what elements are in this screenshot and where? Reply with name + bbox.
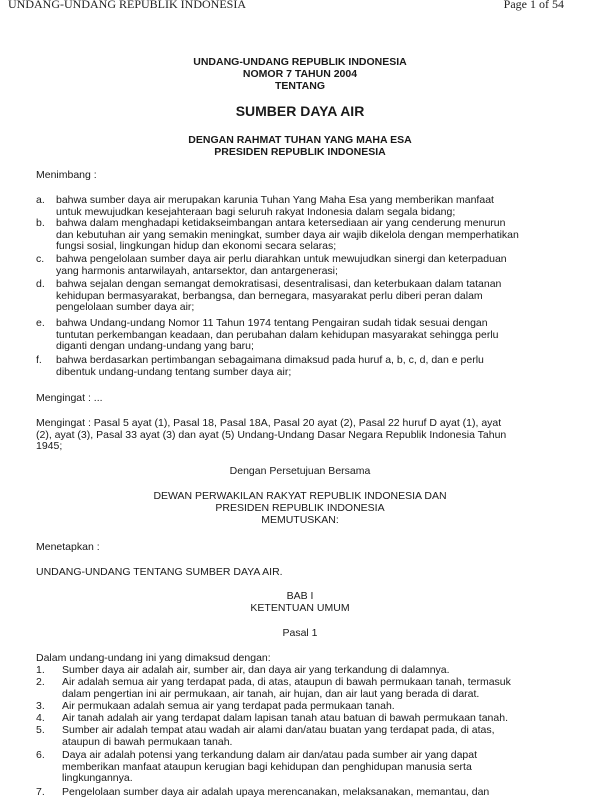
mengingat-line: 1945;	[36, 440, 63, 452]
item-marker: 1.	[36, 664, 45, 676]
memutuskan: MEMUTUSKAN:	[261, 514, 339, 526]
item-line: Sumber air adalah tempat atau wadah air alami dan/atau buatan yang terdapat pada, di atas,	[62, 724, 495, 736]
menetapkan-text: UNDANG-UNDANG TENTANG SUMBER DAYA AIR.	[36, 566, 283, 578]
law-tentang: TENTANG	[275, 80, 325, 92]
item-line: bahwa berdasarkan pertimbangan sebagaimana dimaksud pada huruf a, b, c, d, dan e perlu	[56, 354, 484, 366]
page-indicator: Page 1 of 54	[503, 0, 564, 11]
item-line: tuntutan perkembangan keadaan, dan perubahan dalam kehidupan masyarakat sehingga perlu	[56, 328, 499, 341]
item-marker: a.	[36, 194, 45, 206]
mengingat-short: Mengingat : ...	[36, 392, 103, 404]
item-line: Sumber daya air adalah air, sumber air, dan daya air yang terkandung di dalamnya.	[62, 664, 450, 676]
item-line: untuk mewujudkan kesejahteraan bagi seluruh rakyat Indonesia dalam segala bidang;	[56, 205, 456, 218]
item-line: Daya air adalah potensi yang terkandung dalam air dan/atau pada sumber air yang dapat	[62, 749, 478, 761]
dewan-line1: DEWAN PERWAKILAN RAKYAT REPUBLIK INDONESIA DAN	[153, 490, 447, 502]
item-line: dibentuk undang-undang tentang sumber daya air;	[56, 365, 292, 378]
item-line: bahwa dalam menghadapi ketidakseimbangan antara ketersediaan air yang cenderung menurun	[56, 217, 506, 229]
item-line: lingkungannya.	[62, 772, 133, 784]
item-marker: 3.	[36, 700, 45, 712]
item-line: Air tanah adalah air yang terdapat dalam lapisan tanah atau batuan di bawah permukaan tanah.	[62, 712, 508, 724]
item-marker: 6.	[36, 749, 45, 761]
dewan-line2: PRESIDEN REPUBLIK INDONESIA	[215, 502, 385, 514]
bab-title: KETENTUAN UMUM	[250, 602, 350, 614]
item-line: ataupun di bawah permukaan tanah.	[62, 735, 233, 748]
item-line: bahwa Undang-undang Nomor 11 Tahun 1974 tentang Pengairan sudah tidak sesuai dengan	[56, 317, 488, 329]
item-line: dalam pengertian ini air permukaan, air tanah, air hujan, dan air laut yang berada di darat.	[62, 687, 480, 700]
item-line: Air adalah semua air yang terdapat pada, di atas, ataupun di bawah permukaan tanah, termasuk	[62, 676, 511, 688]
preamble-line1: DENGAN RAHMAT TUHAN YANG MAHA ESA	[188, 134, 412, 146]
mengingat-line: Mengingat : Pasal 5 ayat (1), Pasal 18, Pasal 18A, Pasal 20 ayat (2), Pasal 22 huruf D ayat (1), ayat	[36, 417, 502, 429]
item-line: Pengelolaan sumber daya air adalah upaya merencanakan, melaksanakan, memantau, dan	[62, 786, 490, 798]
item-marker: 7.	[36, 786, 45, 798]
item-line: Air permukaan adalah semua air yang terdapat pada permukaan tanah.	[62, 700, 395, 712]
item-line: pengelolaan sumber daya air;	[56, 301, 195, 313]
law-title-line1: UNDANG-UNDANG REPUBLIK INDONESIA	[193, 56, 407, 68]
item-line: fungsi sosial, lingkungan hidup dan ekonomi secara selaras;	[56, 240, 337, 252]
item-line: dan kebutuhan air yang semakin meningkat, sumber daya air wajib dikelola dengan memperhatikan	[56, 228, 519, 241]
bab-number: BAB I	[286, 590, 314, 602]
item-line: bahwa pengelolaan sumber daya air perlu diarahkan untuk mewujudkan sinergi dan keterpaduan	[56, 253, 507, 265]
item-line: memberikan manfaat ataupun kerugian bagi kehidupan dan penghidupan manusia serta	[62, 760, 472, 773]
preamble-line2: PRESIDEN REPUBLIK INDONESIA	[214, 146, 386, 158]
mengingat-full	[36, 418, 566, 453]
item-line: diganti dengan undang-undang yang baru;	[56, 340, 254, 352]
item-marker: f.	[36, 354, 42, 366]
item-line: bahwa sejalan dengan semangat demokratisasi, desentralisasi, dan keterbukaan dalam tatanan	[56, 278, 502, 290]
menetapkan-label: Menetapkan :	[36, 541, 100, 553]
law-subject: SUMBER DAYA AIR	[235, 103, 365, 119]
law-number: NOMOR 7 TAHUN 2004	[242, 68, 358, 80]
persetujuan-heading: Dengan Persetujuan Bersama	[229, 465, 371, 477]
item-line: bahwa sumber daya air merupakan karunia Tuhan Yang Maha Esa yang memberikan manfaat	[56, 194, 494, 206]
definitions-intro: Dalam undang-undang ini yang dimaksud dengan:	[36, 652, 271, 664]
mengingat-line: (2), ayat (3), Pasal 33 ayat (3) dan ayat (5) Undang-Undang Dasar Negara Republik Indonesia Tahun	[36, 428, 507, 441]
pasal-heading: Pasal 1	[282, 627, 318, 639]
item-marker: 4.	[36, 712, 45, 724]
item-marker: d.	[36, 278, 45, 290]
item-line: kehidupan bermasyarakat, berbangsa, dan bernegara, masyarakat perlu diberi peran dalam	[56, 289, 483, 302]
item-marker: e.	[36, 317, 45, 329]
item-marker: 5.	[36, 724, 45, 736]
item-line: yang harmonis antarwilayah, antarsektor, dan antargenerasi;	[56, 264, 338, 277]
item-marker: b.	[36, 217, 45, 229]
item-marker: 2.	[36, 676, 45, 688]
document-title: UNDANG-UNDANG REPUBLIK INDONESIA	[8, 0, 246, 11]
item-marker: c.	[36, 253, 45, 265]
menimbang-label: Menimbang :	[36, 169, 97, 181]
